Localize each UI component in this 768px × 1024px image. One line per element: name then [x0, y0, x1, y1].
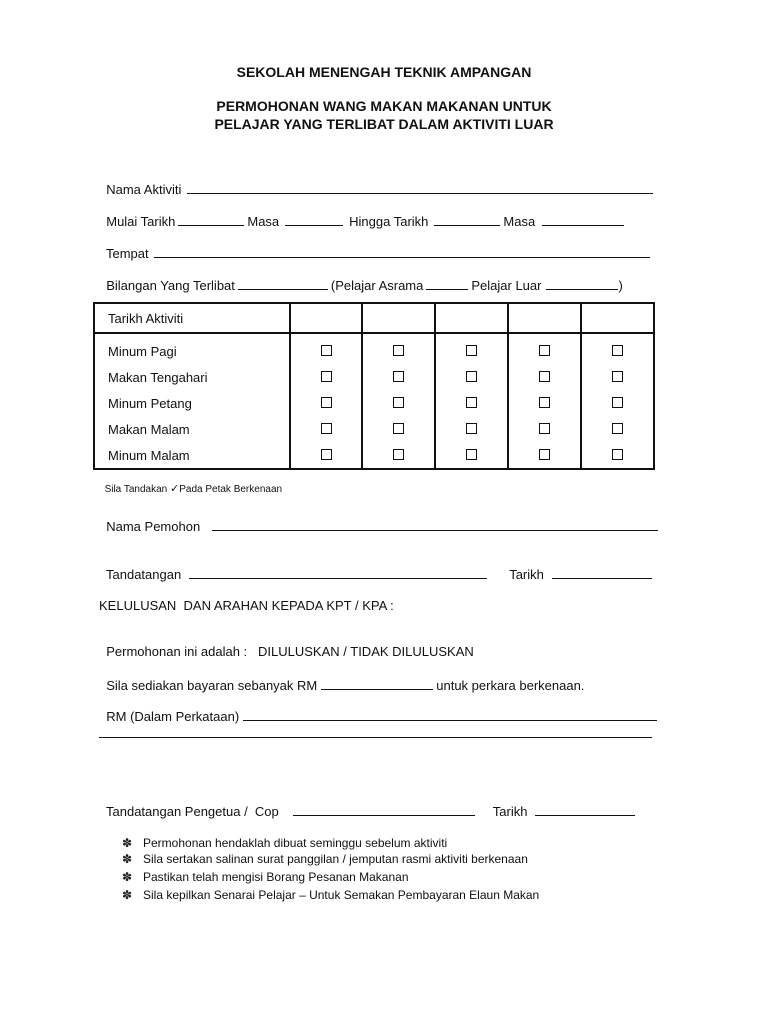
- approval-heading: KELULUSAN DAN ARAHAN KEPADA KPT / KPA :: [99, 598, 394, 613]
- date-cell[interactable]: [581, 303, 654, 333]
- list-item: ✽ Permohonan hendaklah dibuat seminggu sebelum aktiviti: [122, 836, 448, 850]
- checkbox[interactable]: [393, 423, 404, 434]
- checkbox[interactable]: [393, 345, 404, 356]
- tandatangan-row: [99, 550, 655, 582]
- pelajar-asrama-label: (Pelajar Asrama: [330, 278, 424, 293]
- row-label: Minum Petang: [94, 390, 290, 416]
- tempat-label: Tempat: [106, 246, 149, 261]
- date-cell[interactable]: [435, 303, 508, 333]
- list-item: ✽ Sila sertakan salinan surat panggilan / jemputan rasmi aktiviti berkenaan: [122, 852, 528, 866]
- checkbox[interactable]: [539, 345, 550, 356]
- checkbox[interactable]: [612, 397, 623, 408]
- checkbox[interactable]: [612, 449, 623, 460]
- checkbox[interactable]: [466, 397, 477, 408]
- payment-amount-blank[interactable]: [321, 676, 433, 690]
- checkbox[interactable]: [393, 371, 404, 382]
- checkbox[interactable]: [321, 397, 332, 408]
- payment-row: [99, 661, 584, 693]
- row-label: Minum Pagi: [94, 333, 290, 364]
- date-cell[interactable]: [290, 303, 363, 333]
- pelajar-asrama-blank[interactable]: [426, 276, 468, 290]
- checkbox[interactable]: [466, 345, 477, 356]
- pelajar-luar-blank[interactable]: [546, 276, 618, 290]
- checkbox[interactable]: [539, 371, 550, 382]
- checkbox[interactable]: [466, 371, 477, 382]
- tandatangan-blank[interactable]: [189, 565, 487, 579]
- checkbox[interactable]: [393, 397, 404, 408]
- bullet-glyph-icon: ✽: [122, 870, 133, 884]
- close-paren: ): [618, 278, 623, 293]
- checkbox[interactable]: [612, 423, 623, 434]
- masa-blank[interactable]: [285, 212, 343, 226]
- tarikh-label: Tarikh: [509, 567, 544, 582]
- masa2-label: Masa: [503, 214, 536, 229]
- rm-words-blank[interactable]: [243, 707, 657, 721]
- status-row: [99, 629, 474, 659]
- row-label: Minum Malam: [94, 442, 290, 469]
- checkbox[interactable]: [321, 449, 332, 460]
- pengetua-tarikh-blank[interactable]: [535, 802, 635, 816]
- tick-instruction-suffix: Pada Petak Berkenaan: [179, 484, 283, 495]
- status-options[interactable]: DILULUSKAN / TIDAK DILULUSKAN: [258, 644, 474, 659]
- bullet-glyph-icon: ✽: [122, 888, 133, 902]
- tandatangan-label: Tandatangan: [106, 567, 182, 582]
- pengetua-tarikh-label: Tarikh: [492, 804, 528, 819]
- tempat-row: [99, 229, 653, 261]
- masa2-blank[interactable]: [542, 212, 624, 226]
- pelajar-luar-label: Pelajar Luar: [471, 278, 542, 293]
- checkbox[interactable]: [539, 449, 550, 460]
- table-row: [94, 390, 654, 416]
- tarikh-aktiviti-header: Tarikh Aktiviti: [94, 303, 290, 333]
- tick-instruction: [99, 471, 282, 495]
- status-label: Permohonan ini adalah :: [106, 644, 248, 659]
- checkbox[interactable]: [466, 449, 477, 460]
- nama-pemohon-label: Nama Pemohon: [106, 519, 201, 534]
- pengetua-row: [99, 787, 638, 819]
- payment-suffix: untuk perkara berkenaan.: [436, 678, 585, 693]
- tarikh-masa-row: [99, 197, 627, 229]
- checkbox[interactable]: [466, 423, 477, 434]
- form-title-line2: PELAJAR YANG TERLIBAT DALAM AKTIVITI LUAR: [214, 116, 554, 132]
- bullet-glyph-icon: ✽: [122, 836, 133, 850]
- form-title-line1: PERMOHONAN WANG MAKAN MAKANAN UNTUK: [216, 98, 552, 114]
- checkbox[interactable]: [321, 371, 332, 382]
- bilangan-blank[interactable]: [238, 276, 328, 290]
- rm-words-label: RM (Dalam Perkataan): [106, 709, 240, 724]
- pengetua-signature-label: Tandatangan Pengetua / Cop: [106, 804, 279, 819]
- table-row: [94, 442, 654, 469]
- table-header-row: [94, 303, 654, 333]
- date-cell[interactable]: [362, 303, 435, 333]
- tempat-blank[interactable]: [154, 244, 650, 258]
- bilangan-label: Bilangan Yang Terlibat: [106, 278, 235, 293]
- checkbox[interactable]: [321, 345, 332, 356]
- checkbox[interactable]: [612, 371, 623, 382]
- nama-aktiviti-label: Nama Aktiviti: [106, 182, 182, 197]
- table-row: [94, 364, 654, 390]
- table-row: [94, 333, 654, 364]
- row-label: Makan Malam: [94, 416, 290, 442]
- masa-label: Masa: [247, 214, 280, 229]
- checkbox[interactable]: [539, 423, 550, 434]
- list-item: ✽ Pastikan telah mengisi Borang Pesanan Makanan: [122, 870, 409, 884]
- nama-pemohon-row: [99, 502, 661, 534]
- list-item: ✽ Sila kepilkan Senarai Pelajar – Untuk Semakan Pembayaran Elaun Makan: [122, 888, 540, 902]
- mulai-tarikh-blank[interactable]: [178, 212, 244, 226]
- tick-instruction-prefix: Sila Tandakan: [104, 484, 168, 495]
- pengetua-signature-blank[interactable]: [293, 802, 475, 816]
- hingga-tarikh-blank[interactable]: [434, 212, 500, 226]
- bilangan-row: [99, 261, 623, 293]
- checkbox[interactable]: [393, 449, 404, 460]
- checkbox[interactable]: [612, 345, 623, 356]
- nama-pemohon-blank[interactable]: [212, 517, 658, 531]
- school-name: SEKOLAH MENENGAH TEKNIK AMPANGAN: [236, 64, 532, 80]
- checkbox[interactable]: [321, 423, 332, 434]
- mulai-tarikh-label: Mulai Tarikh: [106, 214, 176, 229]
- table-row: [94, 416, 654, 442]
- rm-words-blank-line2[interactable]: [99, 724, 652, 738]
- checkbox[interactable]: [539, 397, 550, 408]
- date-cell[interactable]: [508, 303, 581, 333]
- tarikh-blank[interactable]: [552, 565, 652, 579]
- nama-aktiviti-blank[interactable]: [187, 180, 653, 194]
- hingga-tarikh-label: Hingga Tarikh: [349, 214, 429, 229]
- rm-words-row: [99, 692, 660, 724]
- checkmark-icon: ✓: [170, 483, 180, 495]
- meal-table: [93, 302, 655, 470]
- payment-prefix: Sila sediakan bayaran sebanyak RM: [106, 678, 318, 693]
- bullet-glyph-icon: ✽: [122, 852, 133, 866]
- row-label: Makan Tengahari: [94, 364, 290, 390]
- nama-aktiviti-row: [99, 165, 656, 197]
